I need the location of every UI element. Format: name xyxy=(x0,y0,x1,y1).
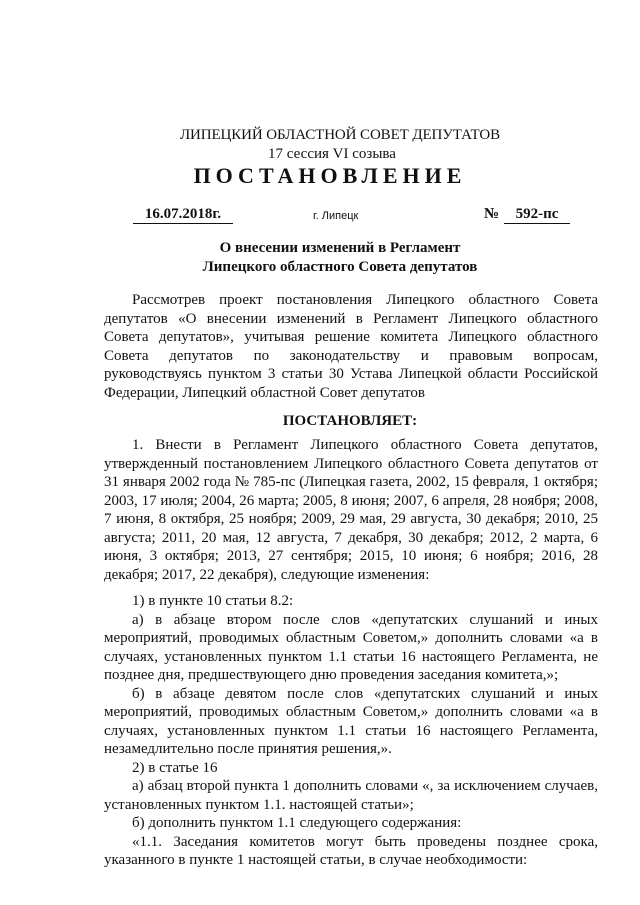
body-paragraph-6: а) абзац второй пункта 1 дополнить словами «, за исключением случаев, установленных пунктом 1.1. настоящей статьи»; xyxy=(104,778,598,813)
body-paragraph-4: б) в абзаце девятом после слов «депутатских слушаний и иных мероприятий, проводимых областным Советом,» дополнить словами «а в случаях, установленных пунктом 1.1 статьи 16 настоящего Регламента, незамедлительно после принятия решения,». xyxy=(104,685,598,757)
body-paragraph-7: б) дополнить пунктом 1.1 следующего содержания: xyxy=(132,815,462,831)
resolve-heading: ПОСТАНОВЛЯЕТ: xyxy=(282,413,418,429)
subject-line-1: О внесении изменений в Регламент xyxy=(219,240,461,256)
subject-line-2: Липецкого областного Совета депутатов xyxy=(202,258,478,275)
document-date: 16.07.2018г. xyxy=(133,205,233,224)
organization-name: ЛИПЕЦКИЙ ОБЛАСТНОЙ СОВЕТ ДЕПУТАТОВ xyxy=(179,127,501,143)
body-paragraph-8: «1.1. Заседания комитетов могут быть проведены позднее срока, указанного в пункте 1 настоящей статьи, в случае необходимости: xyxy=(104,833,598,868)
body-paragraph-1: 1. Внести в Регламент Липецкого областного Совета депутатов, утвержденный постановлением Липецкого областного Совета депутатов от 31 января 2002 года № 785-пс (Липецкая газета, 2002, 15 февраля, 1 октября; 2003, 17 июля; 2004, 26 марта; 2005, 8 июня; 2007, 6 апреля, 28 ноября; 2008, 7 июня, 8 октября, 25 ноября; 2009, 29 мая, 29 августа, 30 декабря; 2010, 25 августа; 2011, 20 мая, 12 августа, 7 декабря, 30 декабря; 2012, 2 марта, 6 июня, 3 октября; 2013, 27 сентября; 2015, 10 июня; 6 ноября; 2016, 28 декабря; 2017, 22 декабря), следующие изменения: xyxy=(104,437,598,583)
document-number: 592-пс xyxy=(504,205,570,224)
number-sign: № xyxy=(484,206,500,222)
body-paragraph-3: а) в абзаце втором после слов «депутатских слушаний и иных мероприятий, проводимых областным Советом,» дополнить словами «а в случаях, установленных пунктом 1.1 статьи 16 настоящего Регламента, не позднее дня, предшествующего дню проведения заседания комитета,»; xyxy=(104,611,598,683)
preamble-paragraph: Рассмотрев проект постановления Липецкого областного Совета депутатов «О внесении изменений в Регламент Липецкого областного Совета депутатов», учитывая решение комитета Липецкого областного Совета депутатов по законодательству и правовым вопросам, руководствуясь пунктом 3 статьи 30 Устава Липецкой области Российской Федерации, Липецкий областной Совет депутатов xyxy=(104,292,598,401)
body-paragraph-5: 2) в статье 16 xyxy=(132,759,218,776)
document-city: г. Липецк xyxy=(313,210,359,222)
preamble-block xyxy=(104,291,598,402)
body-paragraph-2: 1) в пункте 10 статьи 8.2: xyxy=(132,593,294,609)
session-line: 17 сессия VI созыва xyxy=(268,146,396,162)
document-type-title: ПОСТАНОВЛЕНИЕ xyxy=(193,163,467,188)
document-subject xyxy=(0,239,640,276)
body-block xyxy=(104,436,598,870)
